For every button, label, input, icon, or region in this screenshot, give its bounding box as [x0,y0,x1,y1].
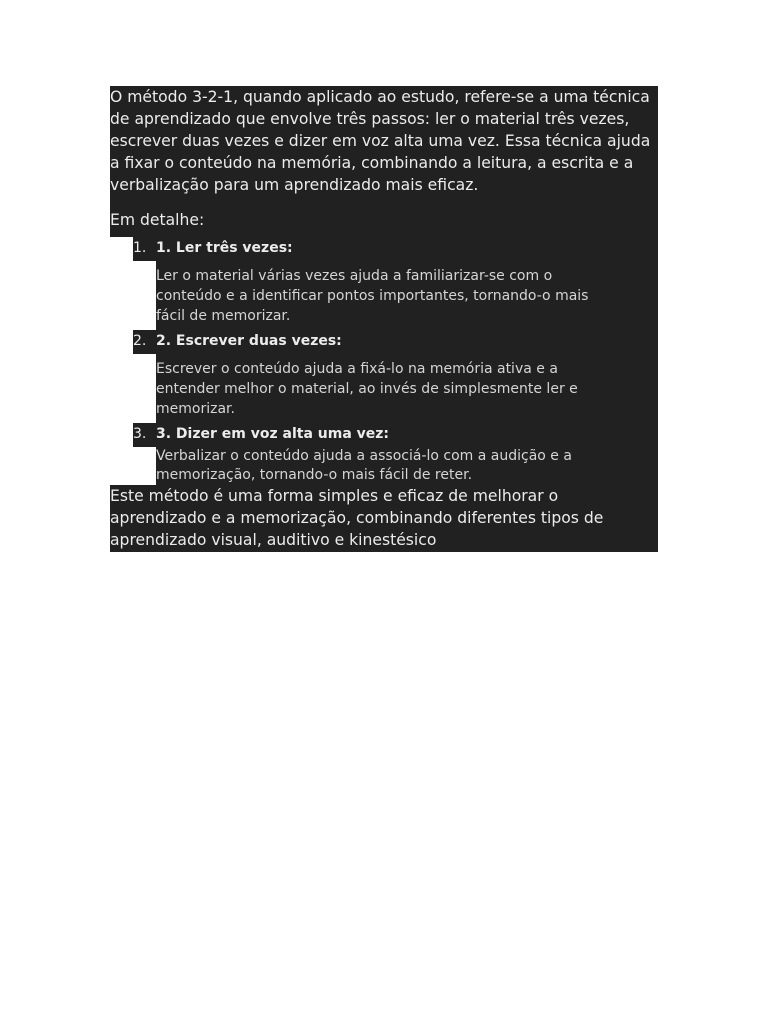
step-description: Verbalizar o conteúdo ajuda a associá-lo com a audição e a memorização, tornando-o mais fácil de reter. [156,447,658,485]
list-item [110,237,658,330]
list-item [110,330,658,423]
step-description: Ler o material várias vezes ajuda a familiarizar-se com o conteúdo e a identificar pontos importantes, tornando-o mais fácil de memorizar. [156,261,658,330]
intro-paragraph: O método 3-2-1, quando aplicado ao estudo, refere-se a uma técnica de aprendizado que envolve três passos: ler o material três vezes, escrever duas vezes e dizer em voz alta uma vez. Essa técnica ajuda a fixar o conteúdo na memória, combinando a leitura, a escrita e a verbalização para um aprendizado mais eficaz. [110,86,658,209]
step-number: 2. [133,333,147,349]
step-title: 2. Escrever duas vezes: [156,333,342,349]
list-item [110,423,658,485]
step-title: 3. Dizer em voz alta uma vez: [156,426,390,442]
step-header [133,330,658,354]
outro-paragraph: Este método é uma forma simples e eficaz de melhorar o aprendizado e a memorização, combinando diferentes tipos de aprendizado visual, auditivo e kinestésico [110,485,658,552]
steps-list [110,237,658,485]
step-description: Escrever o conteúdo ajuda a fixá-lo na memória ativa e a entender melhor o material, ao invés de simplesmente ler e memorizar. [156,354,658,423]
step-header [133,237,658,261]
step-number: 1. [133,240,147,256]
document-body [110,86,658,552]
step-title: 1. Ler três vezes: [156,240,293,256]
step-number: 3. [133,426,147,442]
step-header [133,423,658,447]
detail-heading: Em detalhe: [110,209,658,237]
